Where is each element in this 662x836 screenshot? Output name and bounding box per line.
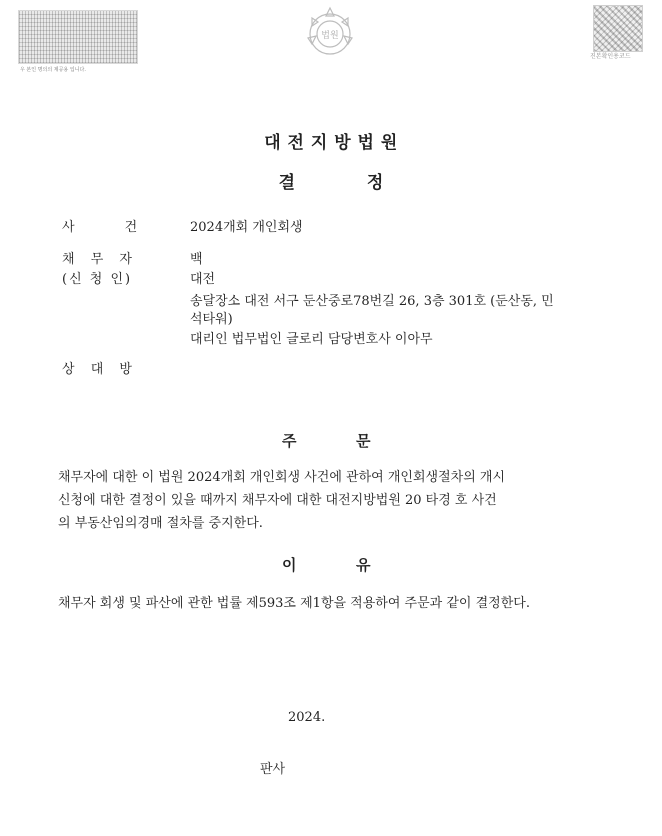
- qr-caption: 진본확인용코드: [590, 53, 631, 60]
- barcode-note: 우 본인 명의의 제공용 입니다.: [20, 67, 86, 73]
- applicant-label: (신 청 인): [62, 272, 133, 287]
- decision-date: 2024.: [288, 710, 326, 725]
- document-type-char-1: 결: [278, 173, 296, 193]
- debtor-label: 채 무 자: [62, 252, 138, 267]
- barcode-image: [18, 10, 138, 64]
- case-number: 2024개회 개인회생: [190, 220, 303, 235]
- order-text-line1: 채무자에 대한 이 법원 2024개회 개인회생 사건에 관하여 개인회생절차의 개시: [58, 470, 506, 485]
- court-name: 대 전 지 방 법 원: [264, 133, 398, 153]
- delivery-address-line1: 송달장소 대전 서구 둔산중로78번길 26, 3층 301호 (둔산동, 민: [190, 294, 554, 309]
- reason-heading-char-2: 유: [356, 556, 371, 574]
- qr-code-image: [593, 5, 643, 52]
- document-type: [0, 168, 662, 193]
- order-heading-char-2: 문: [356, 432, 371, 450]
- delivery-address-line2: 석타워): [190, 312, 233, 327]
- order-heading-char-1: 주: [282, 432, 297, 450]
- reason-text: 채무자 회생 및 파산에 관한 법률 제593조 제1항을 적용하여 주문과 같이 결정한다.: [58, 596, 530, 611]
- debtor-address: 대전: [190, 272, 216, 287]
- case-label: 사 건: [62, 220, 138, 235]
- legal-agent: 대리인 법무법인 글로리 담당변호사 이아무: [190, 332, 433, 347]
- seal-text: 법원: [321, 31, 339, 41]
- counterparty-label: 상 대 방: [62, 362, 138, 377]
- court-seal-icon: [298, 4, 362, 58]
- order-text-line2: 신청에 대한 결정이 있을 때까지 채무자에 대한 대전지방법원 20 타경 호 사건: [58, 493, 497, 508]
- debtor-name: 백: [190, 252, 203, 267]
- order-text-line3: 의 부동산임의경매 절차를 중지한다.: [58, 516, 263, 531]
- judge-label: 판사: [260, 762, 286, 777]
- reason-heading-char-1: 이: [282, 556, 297, 574]
- document-type-char-2: 정: [366, 173, 384, 193]
